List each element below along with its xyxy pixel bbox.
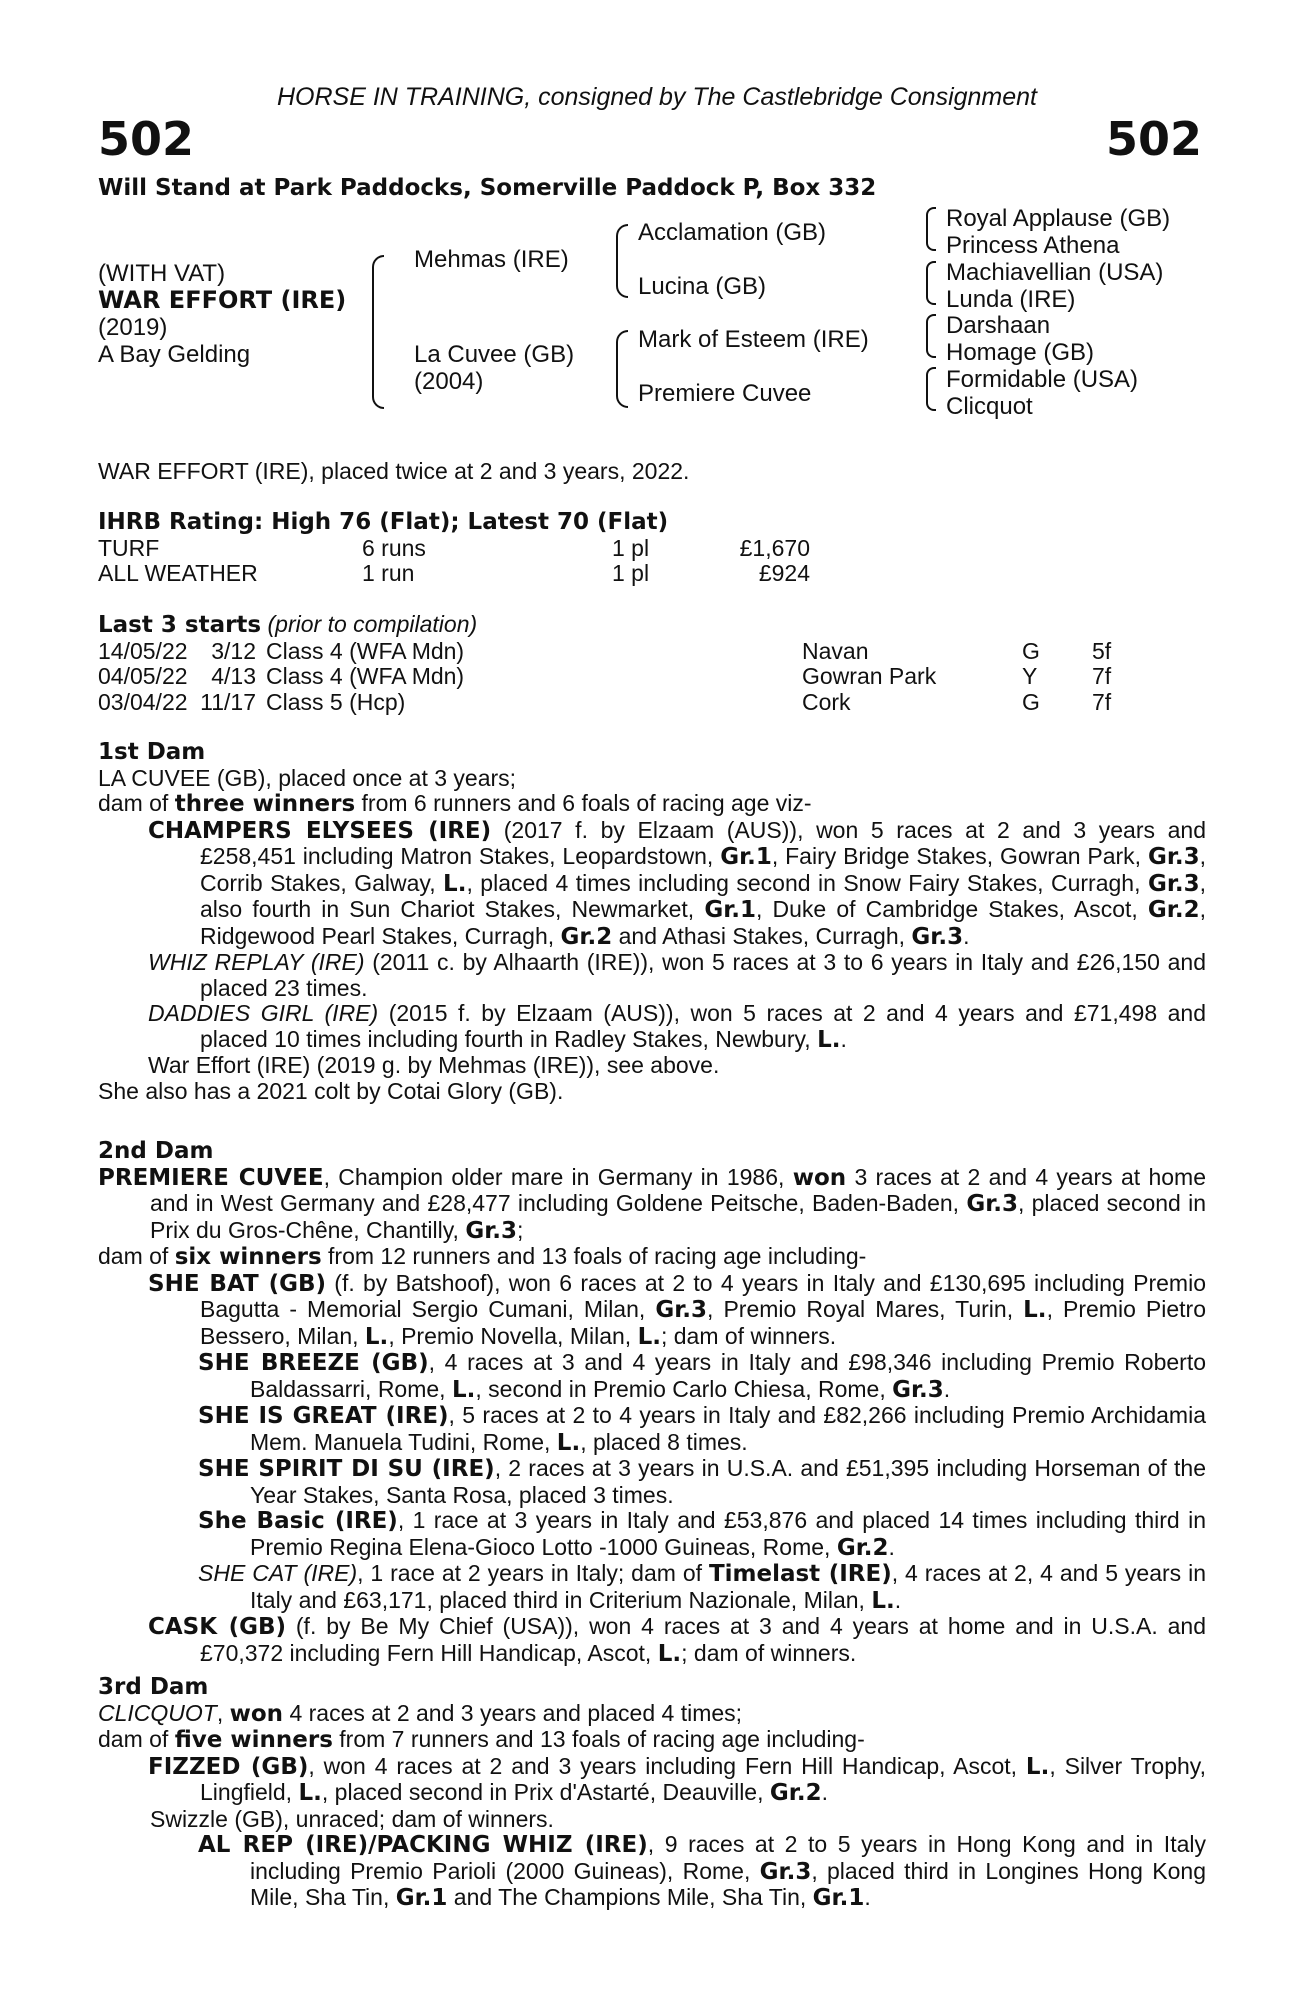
last-starts-section	[98, 612, 1206, 715]
progeny-fizzed: FIZZED (GB), won 4 races at 2 and 3 years including Fern Hill Handicap, Ascot, L., Silver Trophy, Lingfield, L., placed second in Prix d'Astarté, Deauville, Gr.2.	[148, 1752, 1206, 1806]
first-dam-line: LA CUVEE (GB), placed once at 3 years;	[98, 764, 517, 791]
pedigree-g7: Formidable (USA)	[946, 366, 1139, 393]
progeny-she-spirit-di-su: SHE SPIRIT DI SU (IRE), 2 races at 3 years in U.S.A. and £51,395 including Horseman of the Year Stakes, Santa Rosa, placed 3 times.	[198, 1455, 1207, 1508]
first-dam-section	[98, 740, 1206, 1104]
table-row: 03/04/22 11/17 Class 5 (Hcp) Cork G 7f	[98, 688, 1112, 715]
progeny-cask: CASK (GB) (f. by Be My Chief (USA)), won 4 races at 3 and 4 years at home and in U.S.A. and £70,372 including Fern Hill Handicap, Ascot, L.; dam of winners.	[148, 1613, 1206, 1667]
first-dam-of: dam of three winners from 6 runners and 6 foals of racing age viz-	[98, 790, 812, 817]
pedigree-sire-sire: Acclamation (GB)	[638, 219, 827, 246]
pedigree-dam-dam: Premiere Cuvee	[638, 380, 812, 407]
second-dam-premiere-cuvee: PREMIERE CUVEE, Champion older mare in Germany in 1986, won 3 races at 2 and 4 years at home and in West Germany and £28,477 including Goldene Peitsche, Baden-Baden, Gr.3, placed second in Prix du Gros-Chêne, Chantilly, Gr.3;	[98, 1163, 1206, 1244]
pedigree-brace-sire	[616, 224, 628, 298]
progeny-she-basic: She Basic (IRE), 1 race at 3 years in Italy and £53,876 and placed 14 times including third in Premio Regina Elena-Gioco Lotto -1000 Guineas, Rome, Gr.2.	[198, 1507, 1206, 1561]
progeny-she-breeze: SHE BREEZE (GB), 4 races at 3 and 4 years in Italy and £98,346 including Premio Roberto Baldassarri, Rome, L., second in Premio Carlo Chiesa, Rome, Gr.3.	[198, 1349, 1206, 1403]
pedigree-g4: Lunda (IRE)	[946, 286, 1076, 313]
pedigree-g6: Homage (GB)	[946, 339, 1095, 366]
lot-number-left: 502	[98, 112, 195, 166]
progeny-swizzle: Swizzle (GB), unraced; dam of winners.	[150, 1805, 554, 1832]
last-starts-note: (prior to compilation)	[267, 611, 478, 637]
table-row: TURF 6 runs 1 pl £1,670	[98, 534, 810, 561]
third-dam-of: dam of five winners from 7 runners and 13 foals of racing age including-	[98, 1726, 865, 1753]
second-dam-section	[98, 1139, 1206, 1667]
pedigree-g3: Machiavellian (USA)	[946, 259, 1164, 286]
horse-summary: WAR EFFORT (IRE), placed twice at 2 and 3 years, 2022.	[98, 458, 690, 484]
progeny-whiz-replay: WHIZ REPLAY (IRE) (2011 c. by Alhaarth (IRE)), won 5 races at 3 to 6 years in Italy and £26,150 and placed 23 times.	[148, 949, 1206, 1001]
second-dam-title: 2nd Dam	[98, 1138, 214, 1164]
horse-description: A Bay Gelding	[98, 341, 251, 368]
pedigree-dam-year: (2004)	[414, 368, 484, 395]
progeny-she-cat: SHE CAT (IRE), 1 race at 2 years in Italy; dam of Timelast (IRE), 4 races at 2, 4 and 5 years in Italy and £63,171, placed third in Criterium Nazionale, Milan, L..	[198, 1560, 1206, 1614]
pedigree-sire-dam: Lucina (GB)	[638, 273, 767, 300]
pedigree-brace-g3	[926, 314, 936, 358]
rating-title: IHRB Rating: High 76 (Flat); Latest 70 (Flat)	[98, 509, 669, 535]
third-dam-title: 3rd Dam	[98, 1674, 209, 1700]
last-starts-table	[98, 639, 1111, 716]
pedigree-brace-dam	[616, 330, 628, 408]
pedigree-brace-main	[372, 255, 384, 409]
progeny-al-rep: AL REP (IRE)/PACKING WHIZ (IRE), 9 races at 2 to 5 years in Hong Kong and in Italy including Premio Parioli (2000 Guineas), Rome, Gr.3, placed third in Longines Hong Kong Mile, Sha Tin, Gr.1 and The Champions Mile, Sha Tin, Gr.1.	[198, 1831, 1206, 1911]
consignor-header: HORSE IN TRAINING, consigned by The Castlebridge Consignment	[276, 83, 1038, 111]
pedigree-brace-g1	[926, 207, 936, 251]
table-row: 14/05/22 3/12 Class 4 (WFA Mdn) Navan G 5f	[98, 637, 1112, 664]
horse-vat: (WITH VAT)	[98, 260, 226, 287]
lot-number-right: 502	[1105, 112, 1202, 166]
progeny-she-bat: SHE BAT (GB) (f. by Batshoof), won 6 races at 2 to 4 years in Italy and £130,695 including Premio Bagutta - Memorial Sergio Cumani, Milan, Gr.3, Premio Royal Mares, Turin, L., Premio Pietro Bessero, Milan, L., Premio Novella, Milan, L.; dam of winners.	[148, 1269, 1206, 1350]
last-starts-title: Last 3 starts	[98, 612, 262, 638]
progeny-she-is-great: SHE IS GREAT (IRE), 5 races at 2 to 4 years in Italy and £82,266 including Premio Archidamia Mem. Manuela Tudini, Rome, L., placed 8 times.	[198, 1402, 1206, 1456]
table-row: ALL WEATHER 1 run 1 pl £924	[98, 560, 810, 586]
rating-section	[98, 510, 1206, 587]
pedigree-g5: Darshaan	[946, 312, 1051, 339]
third-dam-section	[98, 1675, 1206, 1912]
pedigree-g1: Royal Applause (GB)	[946, 205, 1171, 232]
second-dam-of: dam of six winners from 12 runners and 13 foals of racing age including-	[98, 1243, 867, 1270]
pedigree-sire: Mehmas (IRE)	[414, 246, 569, 273]
pedigree-g2: Princess Athena	[946, 232, 1120, 259]
pedigree-dam: La Cuvee (GB)	[414, 341, 575, 368]
stand-location: Will Stand at Park Paddocks, Somerville Paddock P, Box 332	[98, 175, 877, 201]
table-row: 04/05/22 4/13 Class 4 (WFA Mdn) Gowran Park Y 7f	[98, 663, 1112, 689]
pedigree-g8: Clicquot	[946, 393, 1033, 420]
pedigree-brace-g2	[926, 261, 936, 305]
progeny-champers-elysees: CHAMPERS ELYSEES (IRE) (2017 f. by Elzaam (AUS)), won 5 races at 2 and 3 years and £258,451 including Matron Stakes, Leopardstown, Gr.1, Fairy Bridge Stakes, Gowran Park, Gr.3, Corrib Stakes, Galway, L., placed 4 times including second in Snow Fairy Stakes, Curragh, Gr.3, also fourth in Sun Chariot Stakes, Newmarket, Gr.1, Duke of Cambridge Stakes, Ascot, Gr.2, Ridgewood Pearl Stakes, Curragh, Gr.2 and Athasi Stakes, Curragh, Gr.3.	[148, 816, 1207, 950]
pedigree-dam-sire: Mark of Esteem (IRE)	[638, 326, 869, 353]
first-dam-title: 1st Dam	[98, 739, 206, 765]
pedigree-brace-g4	[926, 367, 936, 411]
progeny-daddies-girl: DADDIES GIRL (IRE) (2015 f. by Elzaam (AUS)), won 5 races at 2 and 4 years and £71,498 and placed 10 times including fourth in Radley Stakes, Newbury, L..	[148, 1000, 1206, 1053]
horse-year: (2019)	[98, 314, 168, 341]
rating-table	[98, 536, 810, 587]
horse-name: WAR EFFORT (IRE)	[98, 286, 347, 314]
first-dam-colt: She also has a 2021 colt by Cotai Glory (GB).	[98, 1077, 564, 1104]
third-dam-clicquot: CLICQUOT, won 4 races at 2 and 3 years and placed 4 times;	[98, 1699, 743, 1727]
progeny-war-effort: War Effort (IRE) (2019 g. by Mehmas (IRE)), see above.	[148, 1052, 720, 1078]
